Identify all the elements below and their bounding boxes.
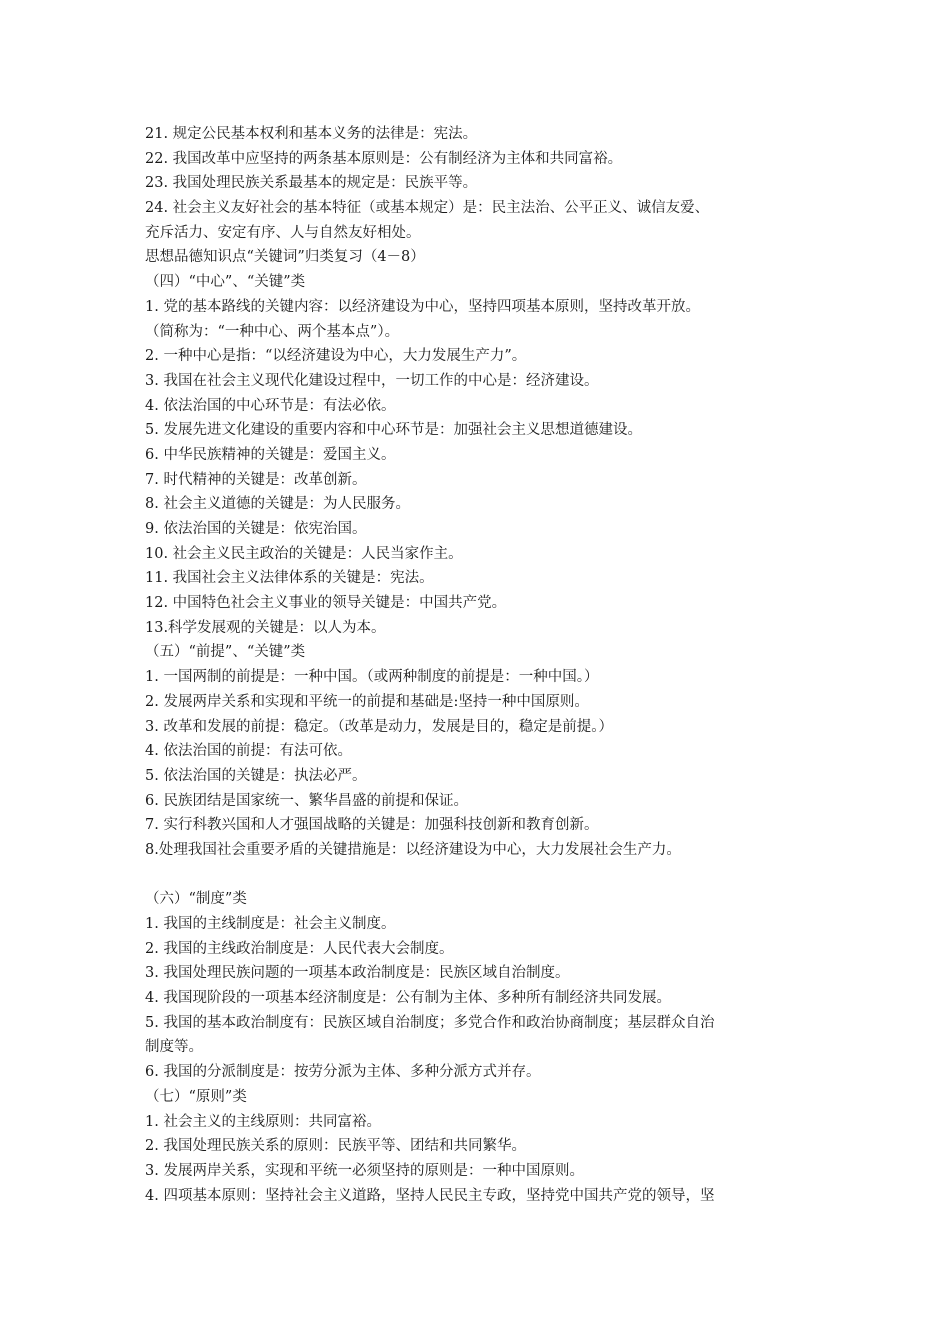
text-line: 1. 我国的主线制度是：社会主义制度。 [145,916,396,932]
text-line: 3. 发展两岸关系，实现和平统一必须坚持的原则是：一种中国原则。 [145,1162,584,1179]
text-line: 4. 依法治国的中心环节是：有法必依。 [145,397,396,414]
text-line: 3. 改革和发展的前提：稳定。（改革是动力，发展是目的，稳定是前提。） [145,718,613,735]
text-line: 充斥活力、安定有序、人与自然友好相处。 [145,224,421,241]
text-line: （五）“前提”、“关键”类 [145,644,306,661]
text-line: 13.科学发展观的关键是：以人为本。 [145,619,386,636]
text-line: 7. 实行科教兴国和人才强国战略的关键是：加强科技创新和教育创新。 [145,817,599,834]
text-line: 5. 发展先进文化建设的重要内容和中心环节是：加强社会主义思想道德建设。 [145,422,642,439]
text-line: 3. 我国处理民族问题的一项基本政治制度是：民族区域自治制度。 [145,965,570,982]
text-line: 6. 民族团结是国家统一、繁华昌盛的前提和保证。 [145,792,468,809]
text-line: 24. 社会主义友好社会的基本特征（或基本规定）是：民主法治、公平正义、诚信友爱、 [145,200,710,217]
document-body [145,122,810,1208]
blank-line [145,863,810,888]
text-line: 3. 我国在社会主义现代化建设过程中，一切工作的中心是：经济建设。 [145,372,599,389]
text-line: 9. 依法治国的关键是：依宪治国。 [145,521,367,537]
text-line: （简称为：“一种中心、两个基本点”）。 [145,323,400,340]
text-line: 6. 我国的分派制度是：按劳分派为主体、多种分派方式并存。 [145,1064,541,1081]
text-line: 1. 党的基本路线的关键内容：以经济建设为中心，坚持四项基本原则，坚持改革开放。 [145,298,700,315]
text-line: 2. 一种中心是指：“以经济建设为中心，大力发展生产力”。 [145,348,527,365]
text-line: 8.处理我国社会重要矛盾的关键措施是：以经济建设为中心，大力发展社会生产力。 [145,841,681,858]
text-line: 10. 社会主义民主政治的关键是：人民当家作主。 [145,545,463,562]
text-line: 1. 社会主义的主线原则：共同富裕。 [145,1113,381,1130]
text-line: 12. 中国特色社会主义事业的领导关键是：中国共产党。 [145,595,507,612]
text-line: 2. 我国处理民族关系的原则：民族平等、团结和共同繁华。 [145,1138,526,1155]
text-line: 23. 我国处理民族关系最基本的规定是：民族平等。 [145,175,478,192]
text-line: 6. 中华民族精神的关键是：爱国主义。 [145,446,396,463]
text-line: 1. 一国两制的前提是：一种中国。（或两种制度的前提是：一种中国。） [145,669,599,686]
text-line: 2. 发展两岸关系和实现和平统一的前提和基础是:坚持一种中国原则。 [145,693,589,710]
text-line: 7. 时代精神的关键是：改革创新。 [145,471,367,488]
text-line: 制度等。 [145,1039,203,1056]
text-line: 4. 四项基本原则：坚持社会主义道路，坚持人民民主专政，坚持党中国共产党的领导，坚 [145,1187,715,1204]
text-line: 4. 我国现阶段的一项基本经济制度是：公有制为主体、多种所有制经济共同发展。 [145,990,671,1007]
text-line: 2. 我国的主线政治制度是：人民代表大会制度。 [145,940,454,957]
text-line: 8. 社会主义道德的关键是：为人民服务。 [145,496,410,513]
text-line: 11. 我国社会主义法律体系的关键是：宪法。 [145,570,434,587]
text-line: （七）“原则”类 [145,1088,247,1105]
text-line: 思想品德知识点“关键词”归类复习（4－8） [145,249,425,266]
text-line: 5. 我国的基本政治制度有：民族区域自治制度；多党合作和政治协商制度；基层群众自治 [145,1014,715,1031]
text-line: 4. 依法治国的前提：有法可依。 [145,743,352,760]
text-line: 5. 依法治国的关键是：执法必严。 [145,767,367,784]
text-line: 22. 我国改革中应坚持的两条基本原则是：公有制经济为主体和共同富裕。 [145,150,623,167]
text-line: 21. 规定公民基本权利和基本义务的法律是：宪法。 [145,126,478,142]
text-line: （四）“中心”、“关键”类 [145,274,306,291]
text-line: （六）“制度”类 [145,891,247,908]
